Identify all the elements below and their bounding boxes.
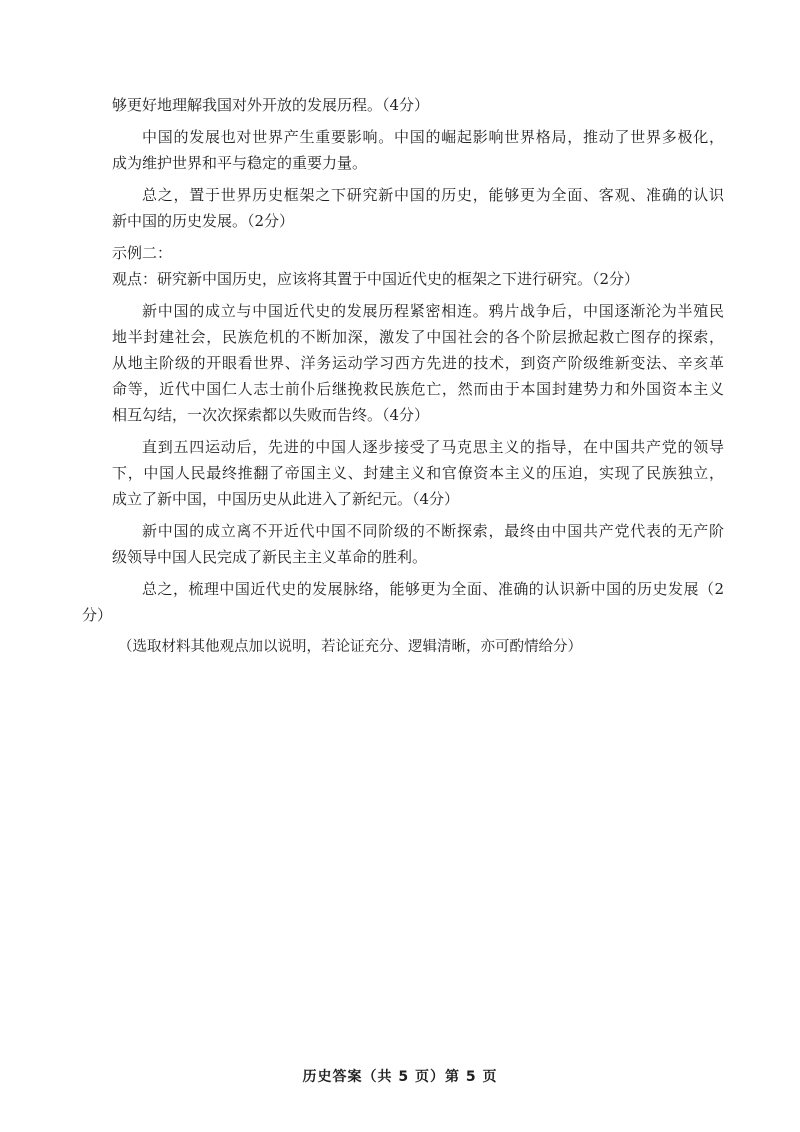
text-line: 新中国的成立与中国近代史的发展历程紧密相连。鸦片战争后，中国逐渐沦为半殖民 — [142, 302, 724, 320]
text-line: 分） — [82, 606, 113, 624]
text-line: 地半封建社会，民族危机的不断加深，激发了中国社会的各个阶层掀起救亡图存的探索， — [112, 328, 724, 346]
text-line: 新中国的成立离不开近代中国不同阶级的不断探索，最终由中国共产党代表的无产阶 — [142, 522, 724, 540]
text-line: 总之，置于世界历史框架之下研究新中国的历史，能够更为全面、客观、准确的认识 — [142, 186, 724, 204]
text-line: 总之，梳理中国近代史的发展脉络，能够更为全面、准确的认识新中国的历史发展（2 — [142, 580, 724, 598]
answer-text-body — [82, 92, 724, 660]
grading-note: （选取材料其他观点加以说明，若论证充分、逻辑清晰，亦可酌情给分） — [118, 639, 582, 655]
text-line: 直到五四运动后，先进的中国人逐步接受了马克思主义的指导，在中国共产党的领导 — [142, 438, 724, 456]
example-heading: 示例二： — [112, 244, 173, 262]
page-footer: 历史答案（共 5 页）第 5 页 — [302, 1069, 498, 1085]
viewpoint-line: 观点：研究新中国历史，应该将其置于中国近代史的框架之下进行研究。（2分） — [112, 270, 640, 288]
text-line: 成立了新中国，中国历史从此进入了新纪元。（4分） — [112, 490, 460, 508]
text-line: 够更好地理解我国对外开放的发展历程。（4分） — [112, 96, 430, 114]
text-line: 级领导中国人民完成了新民主主义革命的胜利。 — [112, 548, 428, 566]
text-line: 成为维护世界和平与稳定的重要力量。 — [112, 154, 368, 172]
text-line: 相互勾结，一次次探索都以失败而告终。（4分） — [112, 406, 430, 424]
text-line: 命等，近代中国仁人志士前仆后继挽救民族危亡，然而由于本国封建势力和外国资本主义 — [112, 380, 724, 398]
text-line: 下，中国人民最终推翻了帝国主义、封建主义和官僚资本主义的压迫，实现了民族独立， — [112, 464, 724, 482]
text-line: 中国的发展也对世界产生重要影响。中国的崛起影响世界格局，推动了世界多极化， — [142, 128, 724, 146]
text-line: 从地主阶级的开眼看世界、洋务运动学习西方先进的技术，到资产阶级维新变法、辛亥革 — [112, 354, 724, 372]
text-line: 新中国的历史发展。（2分） — [112, 212, 295, 230]
